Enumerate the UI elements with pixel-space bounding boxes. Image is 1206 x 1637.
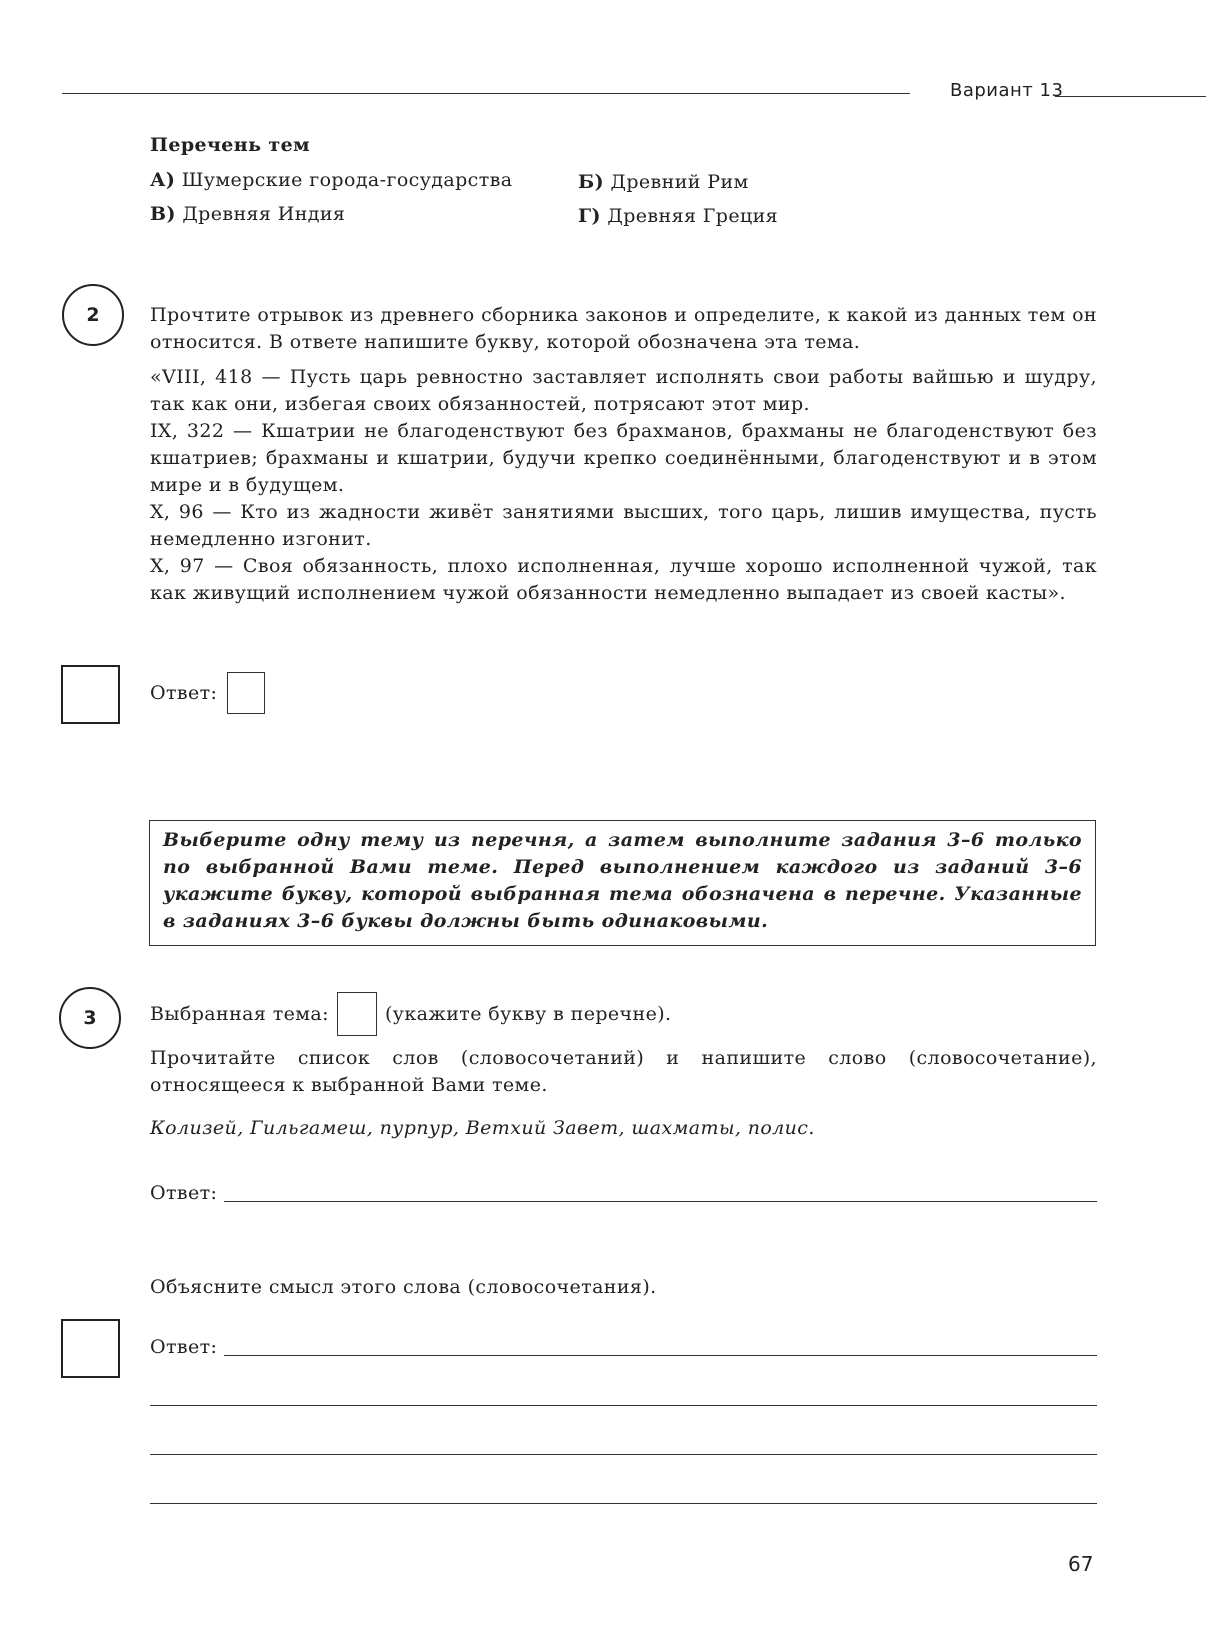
answer-line[interactable] (224, 1355, 1097, 1356)
header-rule-left (62, 93, 910, 94)
instruction-notice-text: Выберите одну тему из перечня, а затем выполните задания 3–6 только по выбранной Вами теме. Перед выполнением каждого из заданий 3–6 укажите букву, которой выбранная тема обозначена в перечне. Указанные в заданиях 3–6 буквы должны быть одинаковыми. (163, 829, 1082, 932)
chosen-topic-label: Выбранная тема: (150, 1002, 329, 1025)
task-3-answer-label: Ответ: (150, 1182, 218, 1204)
task-2-answer-row (150, 672, 265, 714)
answer-line[interactable] (150, 1405, 1097, 1406)
page-number: 67 (1068, 1552, 1094, 1576)
law-passage-1: «VIII, 418 — Пусть царь ревностно заставляет исполнять свои работы вайшью и шудру, так как они, избегая своих обязанностей, потрясают этот мир. (150, 366, 1097, 415)
score-box-task-3[interactable] (61, 1319, 120, 1378)
answer-label: Ответ: (150, 681, 218, 704)
law-passage-3: X, 96 — Кто из жадности живёт занятиями высших, того царь, лишив имущества, пусть немедленно изгонит. (150, 501, 1097, 550)
task-3-answer-label-2: Ответ: (150, 1336, 218, 1358)
topic-item-a (150, 167, 512, 194)
topic-text: Древняя Греция (607, 205, 779, 227)
task-2-number: 2 (62, 284, 124, 346)
task-2-answer-box[interactable] (227, 672, 265, 714)
header-rule-right (1055, 96, 1206, 97)
score-box-task-2[interactable] (61, 665, 120, 724)
topic-letter: Г) (578, 205, 601, 227)
topic-text: Шумерские города-государства (181, 169, 513, 191)
answer-line[interactable] (150, 1503, 1097, 1504)
answer-line[interactable] (150, 1454, 1097, 1455)
explain-prompt: Объясните смысл этого слова (словосочетания). (150, 1276, 657, 1298)
task-2-instruction: Прочтите отрывок из древнего сборника законов и определите, к какой из данных тем он относится. В ответе напишите букву, которой обозначена эта тема. (150, 304, 1097, 353)
topic-text: Древняя Индия (182, 203, 346, 225)
topic-letter: В) (150, 203, 176, 225)
chosen-topic-row (150, 992, 671, 1036)
task-2-body (150, 302, 1097, 607)
word-list: Колизей, Гильгамеш, пурпур, Ветхий Завет, шахматы, полис. (150, 1117, 815, 1139)
law-passage-4: X, 97 — Своя обязанность, плохо исполненная, лучше хорошо исполненной чужой, так как живущий исполнением чужой обязанности немедленно выпадает из своей касты». (150, 555, 1097, 604)
topic-item-g (578, 203, 778, 230)
topic-item-v (150, 201, 345, 228)
topic-letter: А) (150, 169, 176, 191)
task-3-instruction: Прочитайте список слов (словосочетаний) и напишите слово (словосочетание), относящееся к выбранной Вами теме. (150, 1047, 1097, 1096)
topic-text: Древний Рим (610, 171, 749, 193)
variant-label: Вариант 13 (950, 80, 1064, 101)
topic-item-b (578, 169, 749, 196)
topics-title: Перечень тем (150, 134, 310, 156)
law-passage-2: IX, 322 — Кшатрии не благоденствуют без брахманов, брахманы не благоденствуют без кшатриев; брахманы и кшатрии, будучи крепко соединёнными, благоденствуют и в этом мире и в будущем. (150, 420, 1097, 496)
task-3-number: 3 (59, 987, 121, 1049)
answer-line[interactable] (224, 1201, 1097, 1202)
topic-letter: Б) (578, 171, 605, 193)
chosen-topic-hint: (укажите букву в перечне). (384, 1002, 672, 1025)
instruction-notice (149, 820, 1096, 946)
chosen-topic-box[interactable] (337, 992, 377, 1036)
